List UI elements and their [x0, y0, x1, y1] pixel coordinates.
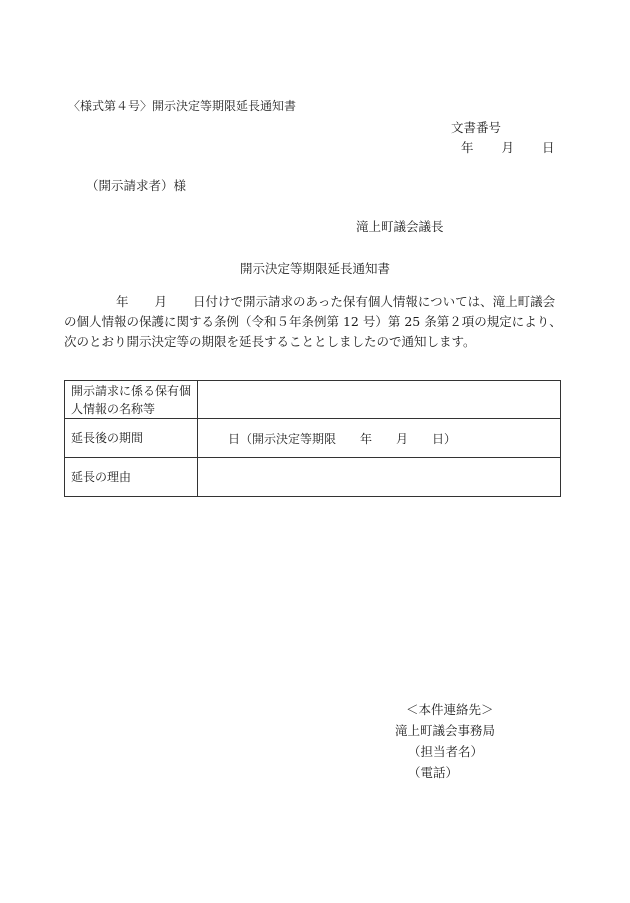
sender: 滝上町議会議長: [356, 219, 444, 234]
info-table: [64, 380, 561, 497]
date-day: 日: [542, 140, 555, 155]
date-year: 年: [461, 140, 474, 155]
contact-person: （担当者名）: [408, 744, 484, 759]
date-month: 月: [501, 140, 515, 155]
extended-period-value: 日（開示決定等期限 年 月 日）: [228, 431, 457, 446]
body-month: 月: [154, 294, 168, 309]
table-value: [198, 458, 561, 497]
form-label: 〈様式第４号〉開示決定等期限延長通知書: [68, 99, 297, 113]
contact-office: 滝上町議会事務局: [395, 723, 496, 738]
contact-heading: ＜本件連絡先＞: [406, 702, 494, 717]
issue-date: [461, 138, 555, 156]
table-row: [65, 419, 561, 458]
document-title: 開示決定等期限延長通知書: [239, 261, 390, 276]
body-year: 年: [116, 294, 129, 309]
table-label: 延長の理由: [65, 458, 198, 497]
table-value: [198, 381, 561, 419]
addressee: （開示請求者）様: [86, 178, 187, 193]
table-value: [198, 419, 561, 458]
table-label: 延長後の期間: [65, 419, 198, 458]
body-text: 日付けで開示請求のあった保有個人情報については、滝上町議会の個人情報の保護に関する条例（令和５年条例第 12 号）第 25 条第２項の規定により、次のとおり開示決定等の期限を延長することとしましたので通知します。: [64, 294, 562, 349]
body-paragraph: [64, 292, 564, 352]
table-row: [65, 458, 561, 497]
table-label: 開示請求に係る保有個人情報の名称等: [65, 381, 198, 419]
document-number-label: 文書番号: [451, 120, 502, 135]
table-row: [65, 381, 561, 419]
contact-phone: （電話）: [408, 765, 459, 780]
